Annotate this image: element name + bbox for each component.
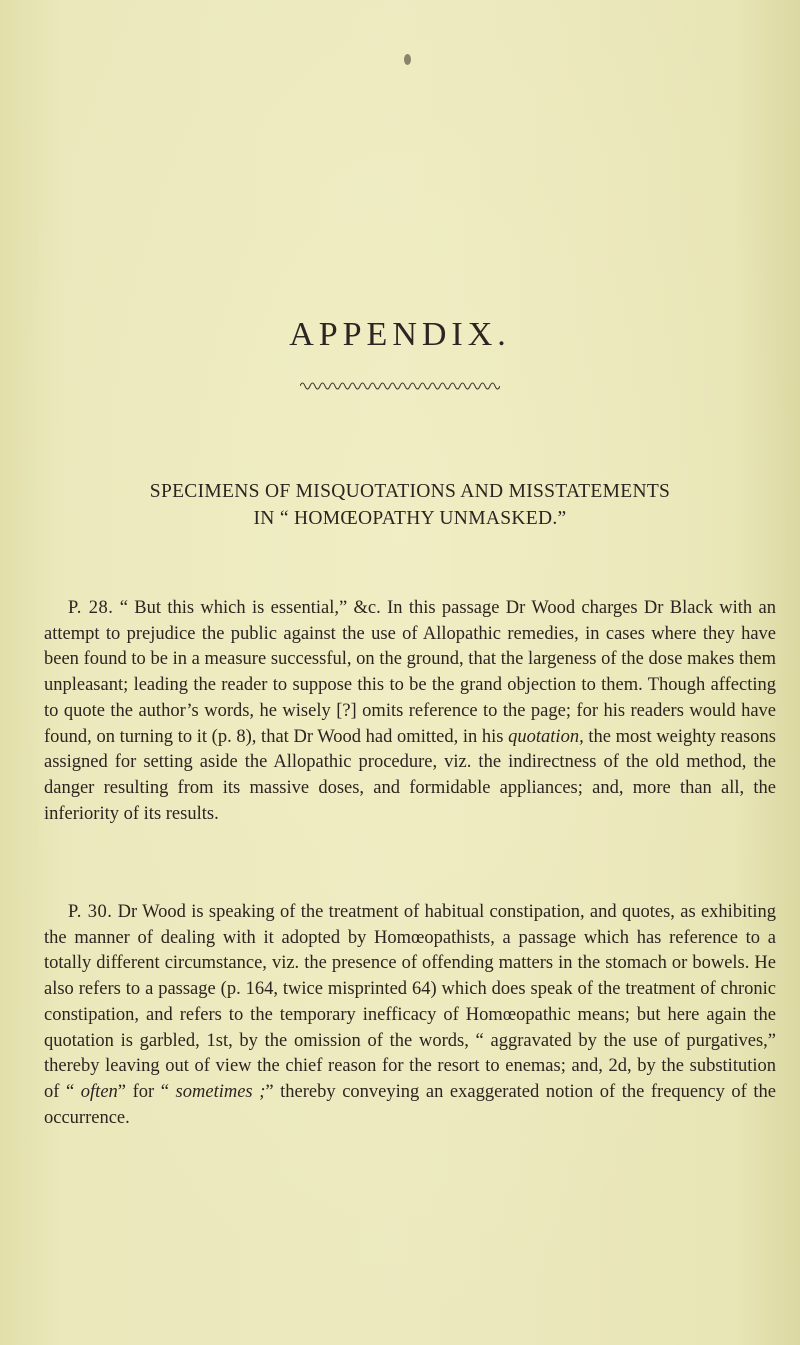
paragraph-text: ” for “ [117, 1081, 176, 1102]
italic-text: quotation, [508, 726, 584, 747]
paragraph-text: “ But this which is essential,” &c. In this passage Dr Wood charges Dr Black with an attempt to prejudice the public against the use of Allopathic remedies, in cases where they have been found to be in a measure successful, on the ground, that the largeness of the dose makes them unpleasant; leading the reader to suppose this to be the grand objection to them. Though affecting to quote the author’s words, he wisely [?] omits reference to the page; for his readers would have found, on turning to it (p. 8), that Dr Wood had omitted, in his [44, 598, 776, 747]
italic-text: often [80, 1081, 118, 1102]
appendix-heading: APPENDIX. [289, 316, 511, 353]
paragraph-text: Dr Wood is speaking of the treatment of habitual constipation, and quotes, as exhibiting the manner of dealing with it adopted by Homœopathists, a passage which has reference to a totally different circumstance, viz. the presence of offending matters in the stomach or bowels. He also refers to a passage (p. 164, twice misprinted 64) which does speak of the treatment of chronic constipation, and refers to the temporary inefficacy of Homœopathic means; but here again the quotation is garbled, 1st, by the omission of the words, “ aggravated by the use of purgatives,” thereby leaving out of view the chief reason for the resort to enemas; and, 2d, by the substitution of “ [44, 902, 776, 1102]
ink-speck [404, 54, 411, 65]
paragraph-p28 [44, 596, 776, 827]
section-subtitle [40, 478, 780, 532]
wavy-rule-ornament [300, 378, 500, 390]
page-reference: P. 28. [68, 598, 114, 618]
paragraph-text: ” thereby conveying an exaggerated notion of the frequency of the occurrence. [44, 1081, 777, 1128]
italic-text: sometimes ; [175, 1081, 266, 1102]
subtitle-line-2: IN “ HOMŒOPATHY UNMASKED.” [253, 508, 567, 529]
subtitle-line-1: SPECIMENS OF MISQUOTATIONS AND MISSTATEMENTS [149, 481, 671, 502]
paragraph-p30 [44, 900, 776, 1131]
page-reference: P. 30. [68, 902, 113, 922]
paragraph-text: the most weighty reasons assigned for setting aside the Allopathic procedure, viz. the indirectness of the old method, the danger resulting from its massive doses, and formidable appliances; and, more than all, the inferiority of its results. [44, 726, 776, 824]
